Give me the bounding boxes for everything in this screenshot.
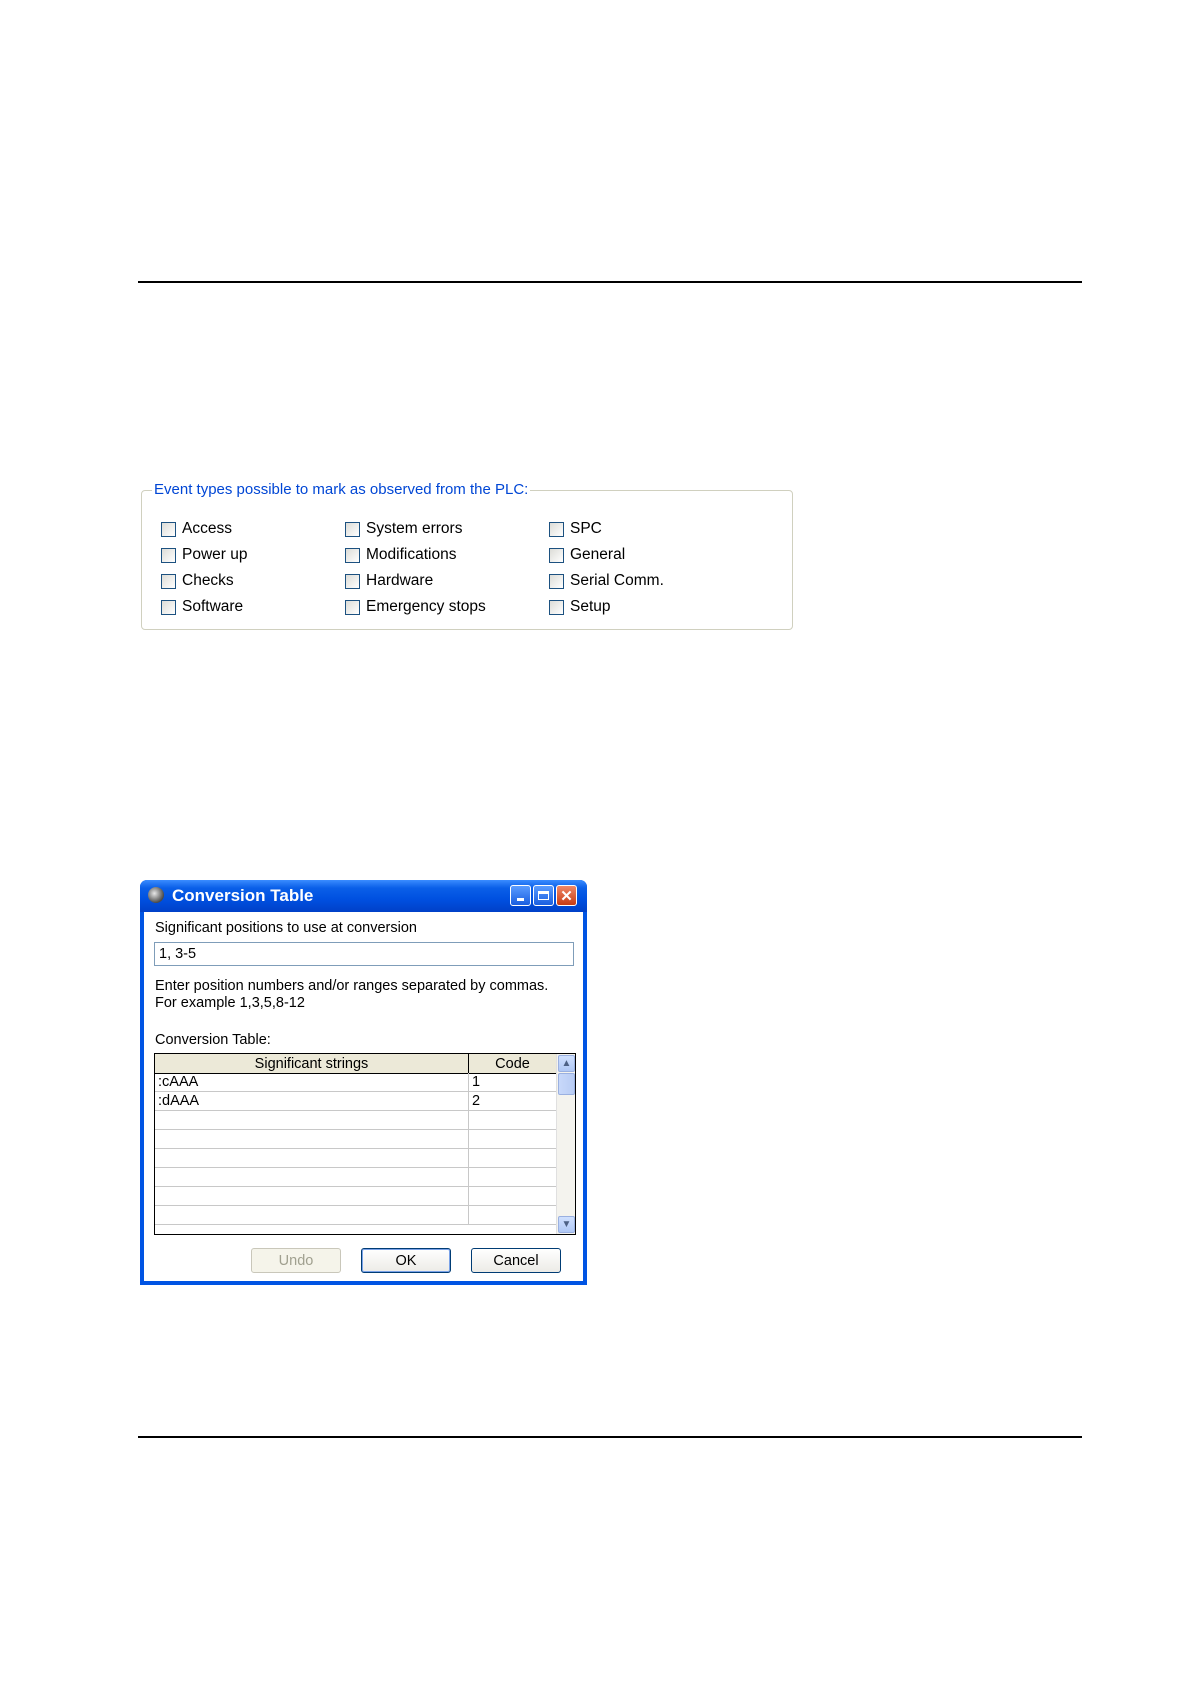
conversion-table-dialog [140,880,587,1285]
table-row[interactable] [155,1111,556,1130]
event-type-checkbox-modifications[interactable] [345,546,456,564]
table-label: Conversion Table: [155,1032,271,1048]
table-row[interactable] [155,1168,556,1187]
maximize-button[interactable] [533,885,554,906]
event-type-checkbox-hardware[interactable] [345,572,433,590]
code-cell[interactable]: 1 [472,1074,481,1090]
significant-string-cell[interactable] [155,1187,469,1205]
positions-label: Significant positions to use at conversion [155,920,417,936]
checkbox-box[interactable] [345,600,360,615]
table-row[interactable] [155,1206,556,1225]
chevron-down-icon: ▼ [561,1219,572,1230]
event-type-checkbox-emergency-stops[interactable] [345,598,486,616]
ok-button[interactable]: OK [361,1248,451,1273]
significant-string-cell[interactable] [155,1111,469,1129]
dialog-title: Conversion Table [172,886,314,905]
minimize-button[interactable] [510,885,531,906]
checkbox-label: Hardware [366,572,434,589]
event-type-checkbox-serial-comm[interactable] [549,572,664,590]
checkbox-label: SPC [570,520,602,537]
top-rule [138,281,1082,283]
dialog-titlebar[interactable] [140,880,587,912]
checkbox-label: Serial Comm. [570,572,664,589]
checkbox-label: Checks [182,572,234,589]
column-header-code[interactable]: Code [495,1056,530,1072]
code-cell[interactable]: 2 [472,1093,481,1109]
event-type-checkbox-spc[interactable] [549,520,602,538]
grid-header [155,1054,556,1074]
checkbox-label: General [570,546,626,563]
checkbox-box[interactable] [549,522,564,537]
column-header-significant-strings[interactable]: Significant strings [155,1054,469,1073]
cancel-button[interactable]: Cancel [471,1248,561,1273]
checkbox-box[interactable] [161,548,176,563]
checkbox-label: Software [182,598,244,615]
event-type-checkbox-access[interactable] [161,520,232,538]
minimize-icon [517,898,524,901]
chevron-up-icon: ▲ [561,1058,572,1069]
table-row[interactable] [155,1092,556,1111]
scroll-up-button[interactable] [558,1055,575,1072]
dialog-client-area [144,912,583,1281]
table-row[interactable] [155,1187,556,1206]
scroll-thumb[interactable] [558,1073,575,1095]
table-row[interactable] [155,1073,556,1092]
code-cell[interactable] [469,1168,556,1186]
event-type-checkbox-power-up[interactable] [161,546,247,564]
significant-string-cell[interactable] [155,1149,469,1167]
checkbox-label: System errors [366,520,463,537]
app-icon [148,887,164,903]
table-vertical-scrollbar[interactable] [556,1054,576,1234]
code-cell[interactable] [469,1206,556,1224]
table-row[interactable] [155,1130,556,1149]
significant-string-cell[interactable] [155,1206,469,1224]
significant-string-cell[interactable] [155,1130,469,1148]
checkbox-box[interactable] [161,522,176,537]
checkbox-label: Setup [570,598,611,615]
close-button[interactable] [556,885,577,906]
maximize-icon [538,891,549,900]
code-cell[interactable] [469,1187,556,1205]
event-type-checkbox-general[interactable] [549,546,625,564]
checkbox-box[interactable] [161,600,176,615]
code-cell[interactable] [469,1149,556,1167]
checkbox-box[interactable] [345,574,360,589]
code-cell[interactable] [469,1111,556,1129]
significant-string-cell[interactable] [155,1168,469,1186]
checkbox-box[interactable] [345,548,360,563]
checkbox-label: Power up [182,546,248,563]
event-type-checkbox-system-errors[interactable] [345,520,462,538]
conversion-table-grid [154,1053,576,1235]
significant-string-cell[interactable]: :cAAA [155,1073,469,1091]
event-type-checkbox-checks[interactable] [161,572,234,590]
event-type-checkbox-software[interactable] [161,598,243,616]
positions-input[interactable] [154,942,574,966]
close-icon: ✕ [560,887,573,905]
checkbox-box[interactable] [345,522,360,537]
significant-string-cell[interactable]: :dAAA [155,1092,469,1110]
code-cell[interactable] [469,1130,556,1148]
positions-help-text: Enter position numbers and/or ranges separated by commas. For example 1,3,5,8-12 [155,978,549,1011]
checkbox-label: Emergency stops [366,598,486,615]
undo-button[interactable]: Undo [251,1248,341,1273]
scroll-down-button[interactable] [558,1216,575,1233]
checkbox-label: Modifications [366,546,457,563]
event-types-legend: Event types possible to mark as observed from the PLC: [154,481,529,498]
checkbox-box[interactable] [549,600,564,615]
event-type-checkbox-setup[interactable] [549,598,611,616]
checkbox-box[interactable] [549,574,564,589]
table-row[interactable] [155,1149,556,1168]
bottom-rule [138,1436,1082,1438]
checkbox-box[interactable] [549,548,564,563]
checkbox-label: Access [182,520,232,537]
checkbox-box[interactable] [161,574,176,589]
